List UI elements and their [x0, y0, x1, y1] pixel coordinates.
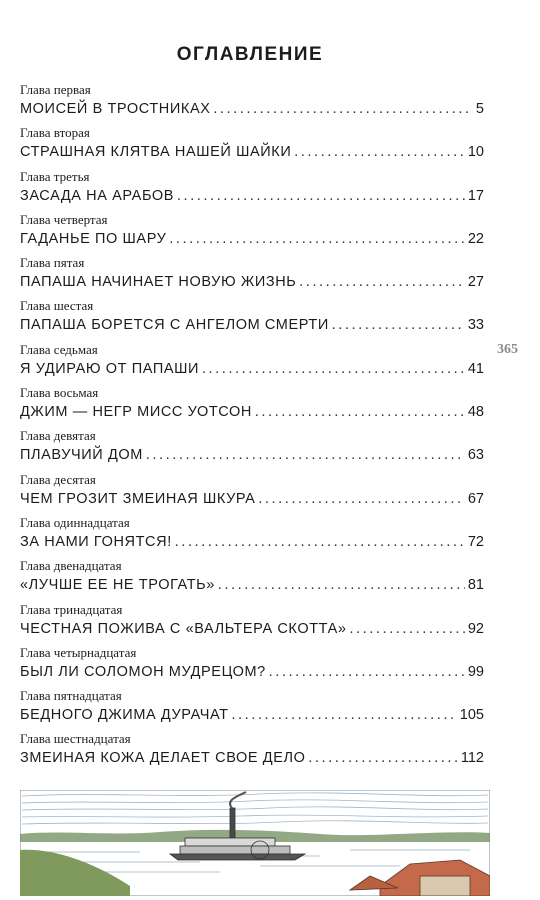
chapter-label: Глава третья: [20, 168, 90, 184]
chapter-title: ПАПАША НАЧИНАЕТ НОВУЮ ЖИЗНЬ: [20, 274, 297, 291]
chapter-label: Глава восьмая: [20, 385, 99, 401]
toc-heading: ОГЛАВЛЕНИЕ: [176, 44, 324, 65]
chapter-page: 22: [467, 230, 484, 247]
toc-entry[interactable]: [20, 255, 484, 298]
dot-leader: [350, 619, 465, 639]
toc-entry[interactable]: [20, 558, 484, 601]
smokestack: [230, 808, 235, 842]
dot-leader: [169, 229, 464, 249]
chapter-page: 27: [467, 274, 484, 291]
chapter-label: Глава четырнадцатая: [20, 644, 137, 660]
dot-leader: [175, 532, 465, 552]
chapter-label: Глава десятая: [20, 471, 96, 487]
toc-entry[interactable]: [20, 82, 484, 125]
dot-leader: [258, 489, 464, 509]
chapter-label: Глава тринадцатая: [20, 601, 123, 617]
dot-leader: [255, 402, 465, 422]
dot-leader: [218, 575, 465, 595]
chapter-title: БЕДНОГО ДЖИМА ДУРАЧАТ: [20, 707, 229, 724]
chapter-page: 67: [467, 490, 484, 507]
page-number: 365: [497, 342, 518, 357]
dot-leader: [202, 359, 465, 379]
chapter-label: Глава четвертая: [20, 211, 108, 227]
chapter-title: ЗМЕИНАЯ КОЖА ДЕЛАЕТ СВОЕ ДЕЛО: [20, 750, 306, 767]
chapter-label: Глава девятая: [20, 428, 96, 444]
chapter-page: 99: [467, 663, 484, 680]
chapter-page: 17: [467, 187, 484, 204]
chapter-page: 10: [467, 144, 484, 161]
chapter-title: ЗА НАМИ ГОНЯТСЯ!: [20, 533, 172, 550]
chapter-label: Глава двенадцатая: [20, 558, 122, 574]
toc-entry[interactable]: [20, 169, 484, 212]
chapter-title: ДЖИМ — НЕГР МИСС УОТСОН: [20, 404, 253, 421]
dot-leader: [146, 445, 465, 465]
toc-entry[interactable]: [20, 472, 484, 515]
chapter-page: 105: [459, 707, 484, 724]
dot-leader: [308, 748, 457, 768]
chapter-label: Глава пятая: [20, 255, 85, 271]
chapter-title: ЧЕСТНАЯ ПОЖИВА С «ВАЛЬТЕРА СКОТТА»: [20, 620, 347, 637]
chapter-title: ПЛАВУЧИЙ ДОМ: [20, 447, 143, 464]
sky-hatching: [22, 793, 488, 824]
table-of-contents: [20, 82, 484, 775]
chapter-page: 81: [467, 577, 484, 594]
dot-leader: [269, 662, 465, 682]
chapter-label: Глава одиннадцатая: [20, 514, 130, 530]
chapter-page: 33: [467, 317, 484, 334]
toc-entry[interactable]: [20, 125, 484, 168]
chapter-page: 72: [467, 533, 484, 550]
chapter-label: Глава шестая: [20, 298, 94, 314]
dot-leader: [232, 705, 457, 725]
houses: [350, 860, 490, 896]
toc-entry[interactable]: [20, 385, 484, 428]
toc-entry[interactable]: [20, 212, 484, 255]
dot-leader: [214, 99, 473, 119]
left-shore: [20, 850, 130, 896]
toc-entry[interactable]: [20, 428, 484, 471]
chapter-title: Я УДИРАЮ ОТ ПАПАШИ: [20, 360, 200, 377]
toc-entry[interactable]: [20, 342, 484, 385]
toc-entry[interactable]: [20, 731, 484, 774]
steamboat-illustration: [20, 790, 490, 896]
chapter-title: СТРАШНАЯ КЛЯТВА НАШЕЙ ШАЙКИ: [20, 144, 292, 161]
chapter-title: ЗАСАДА НА АРАБОВ: [20, 187, 175, 204]
chapter-title: МОИСЕЙ В ТРОСТНИКАХ: [20, 101, 211, 117]
toc-entry[interactable]: [20, 645, 484, 688]
chapter-label: Глава седьмая: [20, 341, 98, 357]
dot-leader: [294, 142, 465, 162]
toc-entry[interactable]: [20, 688, 484, 731]
chapter-page: 63: [467, 447, 484, 464]
chapter-page: 48: [467, 404, 484, 421]
dot-leader: [177, 186, 465, 206]
chapter-page: 92: [467, 620, 484, 637]
toc-entry[interactable]: [20, 602, 484, 645]
chapter-title: ЧЕМ ГРОЗИТ ЗМЕИНАЯ ШКУРА: [20, 490, 256, 507]
chapter-label: Глава вторая: [20, 125, 90, 141]
chapter-page: 5: [475, 101, 484, 117]
chapter-title: ПАПАША БОРЕТСЯ С АНГЕЛОМ СМЕРТИ: [20, 317, 329, 334]
toc-entry[interactable]: [20, 515, 484, 558]
chapter-title: БЫЛ ЛИ СОЛОМОН МУДРЕЦОМ?: [20, 663, 266, 680]
chapter-label: Глава шестнадцатая: [20, 731, 131, 747]
chapter-title: ГАДАНЬЕ ПО ШАРУ: [20, 230, 167, 247]
dot-leader: [332, 315, 465, 335]
chapter-label: Глава пятнадцатая: [20, 688, 122, 704]
chapter-title: «ЛУЧШЕ ЕЕ НЕ ТРОГАТЬ»: [20, 577, 215, 594]
dot-leader: [299, 272, 464, 292]
chapter-label: Глава первая: [20, 82, 91, 97]
chapter-page: 112: [460, 750, 484, 767]
toc-entry[interactable]: [20, 298, 484, 341]
chapter-page: 41: [467, 360, 484, 377]
